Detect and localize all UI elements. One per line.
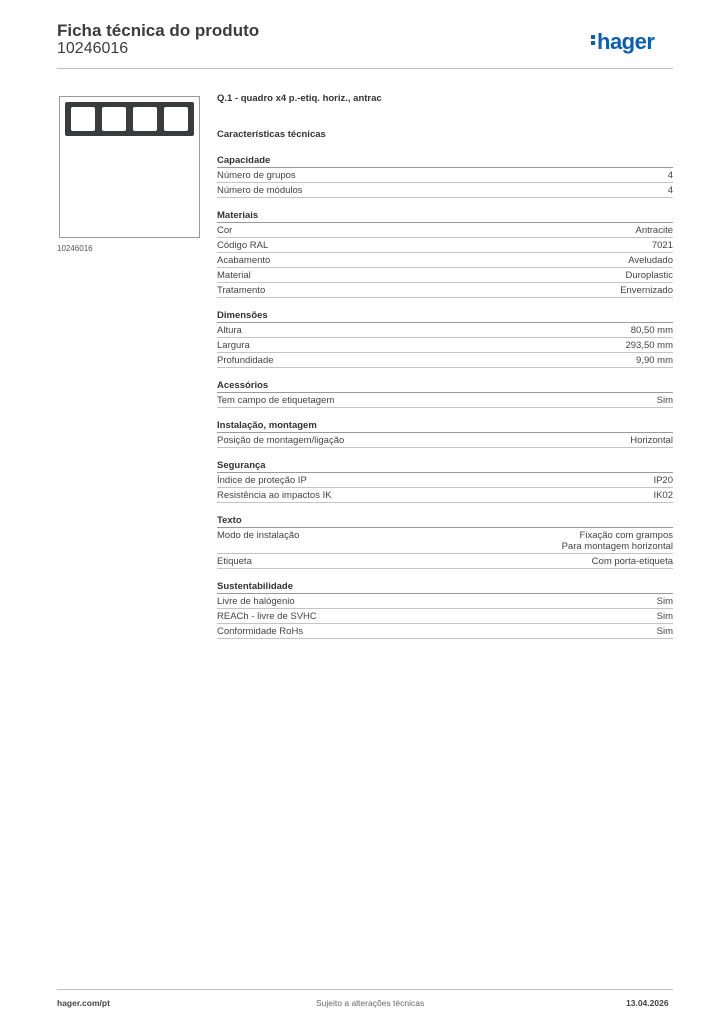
spec-value <box>657 395 673 406</box>
spec-value-line: IK02 <box>653 490 673 501</box>
spec-value <box>628 255 673 266</box>
spec-row <box>217 473 673 488</box>
spec-value <box>620 285 673 296</box>
spec-value <box>592 556 673 567</box>
spec-value-line: 80,50 mm <box>630 325 673 336</box>
section-title: Sustentabilidade <box>217 581 673 594</box>
spec-value <box>636 225 674 236</box>
spec-value-line: Sim <box>656 626 673 637</box>
spec-row <box>217 268 673 283</box>
spec-label: Código RAL <box>217 240 269 251</box>
spec-value <box>562 530 673 552</box>
spec-row <box>217 528 673 554</box>
footer-date: 13.04.2026 <box>626 998 669 1008</box>
spec-label: Profundidade <box>217 355 274 366</box>
spec-row <box>217 338 673 353</box>
spec-label: Número de grupos <box>217 170 296 181</box>
spec-value-line: 293,50 mm <box>625 340 673 351</box>
spec-value <box>657 611 673 622</box>
logo-dots-icon <box>591 33 595 47</box>
spec-label: Altura <box>217 325 242 336</box>
spec-section <box>217 420 673 448</box>
spec-value <box>625 340 673 351</box>
footer-website-link[interactable]: hager.com/pt <box>57 998 110 1008</box>
image-caption: 10246016 <box>57 244 93 253</box>
spec-value-line: Horizontal <box>630 435 673 446</box>
frame-opening <box>102 107 126 131</box>
spec-content <box>217 93 673 639</box>
spec-section <box>217 155 673 198</box>
spec-row <box>217 554 673 569</box>
spec-label: REACh - livre de SVHC <box>217 611 317 622</box>
spec-row <box>217 594 673 609</box>
spec-value-line: Sim <box>656 395 673 406</box>
spec-value-line: IP20 <box>653 475 673 486</box>
frame-opening <box>133 107 157 131</box>
spec-value-line: 4 <box>667 185 673 196</box>
spec-section <box>217 581 673 639</box>
section-title: Texto <box>217 515 673 528</box>
section-title: Segurança <box>217 460 673 473</box>
spec-label: Largura <box>217 340 250 351</box>
spec-value <box>653 490 673 501</box>
footer-note: Sujeito a alterações técnicas <box>316 998 425 1008</box>
spec-section <box>217 210 673 298</box>
section-title: Acessórios <box>217 380 673 393</box>
spec-value-line: Antracite <box>635 225 673 236</box>
spec-value <box>625 270 673 281</box>
spec-value <box>630 435 673 446</box>
spec-value-line: Envernizado <box>620 285 673 296</box>
spec-value <box>631 325 673 336</box>
spec-value-line: Aveludado <box>628 255 673 266</box>
spec-label: Cor <box>217 225 233 236</box>
spec-value <box>652 240 673 251</box>
spec-value-line: 4 <box>667 170 673 181</box>
product-code: 10246016 <box>57 40 129 57</box>
spec-value <box>653 475 673 486</box>
spec-label: Material <box>217 270 251 281</box>
spec-row <box>217 353 673 368</box>
section-title: Dimensões <box>217 310 673 323</box>
spec-row <box>217 323 673 338</box>
footer-divider <box>57 989 673 990</box>
spec-row <box>217 168 673 183</box>
spec-value-line: Sim <box>656 611 673 622</box>
spec-label: Resistência ao impactos IK <box>217 490 332 501</box>
spec-value <box>668 185 673 196</box>
spec-value-line: Com porta-etiqueta <box>591 556 673 567</box>
spec-label: Acabamento <box>217 255 271 266</box>
spec-label: Etiqueta <box>217 556 252 567</box>
product-image <box>59 96 200 238</box>
spec-row <box>217 183 673 198</box>
spec-label: Livre de halógenio <box>217 596 295 607</box>
spec-value-line: Sim <box>656 596 673 607</box>
spec-row <box>217 238 673 253</box>
spec-row <box>217 283 673 298</box>
spec-value <box>657 596 673 607</box>
spec-row <box>217 223 673 238</box>
tech-heading: Características técnicas <box>217 129 326 140</box>
spec-value <box>657 626 673 637</box>
spec-value-line: 9,90 mm <box>636 355 673 366</box>
spec-label: Conformidade RoHs <box>217 626 304 637</box>
spec-section <box>217 460 673 503</box>
spec-row <box>217 488 673 503</box>
spec-label: Tem campo de etiquetagem <box>217 395 335 406</box>
spec-label: Modo de instalação <box>217 530 300 541</box>
spec-section <box>217 380 673 408</box>
spec-label: Índice de proteção IP <box>217 475 307 486</box>
spec-value-line: Para montagem horizontal <box>561 541 673 552</box>
spec-value-line: Fixação com grampos <box>579 530 673 541</box>
spec-section <box>217 515 673 569</box>
spec-row <box>217 433 673 448</box>
spec-value-line: Duroplastic <box>625 270 673 281</box>
spec-row <box>217 609 673 624</box>
frame-opening <box>164 107 188 131</box>
section-title: Capacidade <box>217 155 673 168</box>
spec-row <box>217 253 673 268</box>
spec-value <box>636 355 673 366</box>
logo-text: hager <box>597 29 655 54</box>
spec-value <box>668 170 673 181</box>
spec-row <box>217 393 673 408</box>
header-divider <box>57 68 673 69</box>
product-name: Q.1 - quadro x4 p.-etiq. horiz., antrac <box>217 93 382 104</box>
spec-section <box>217 310 673 368</box>
frame-opening <box>71 107 95 131</box>
section-title: Instalação, montagem <box>217 420 673 433</box>
spec-sections <box>217 155 673 639</box>
spec-label: Número de módulos <box>217 185 303 196</box>
spec-row <box>217 624 673 639</box>
page-title: Ficha técnica do produto <box>57 21 260 40</box>
spec-label: Tratamento <box>217 285 266 296</box>
frame-quad-icon <box>65 102 194 136</box>
spec-label: Posição de montagem/ligação <box>217 435 345 446</box>
hager-logo <box>591 29 654 55</box>
spec-value-line: 7021 <box>651 240 673 251</box>
section-title: Materiais <box>217 210 673 223</box>
